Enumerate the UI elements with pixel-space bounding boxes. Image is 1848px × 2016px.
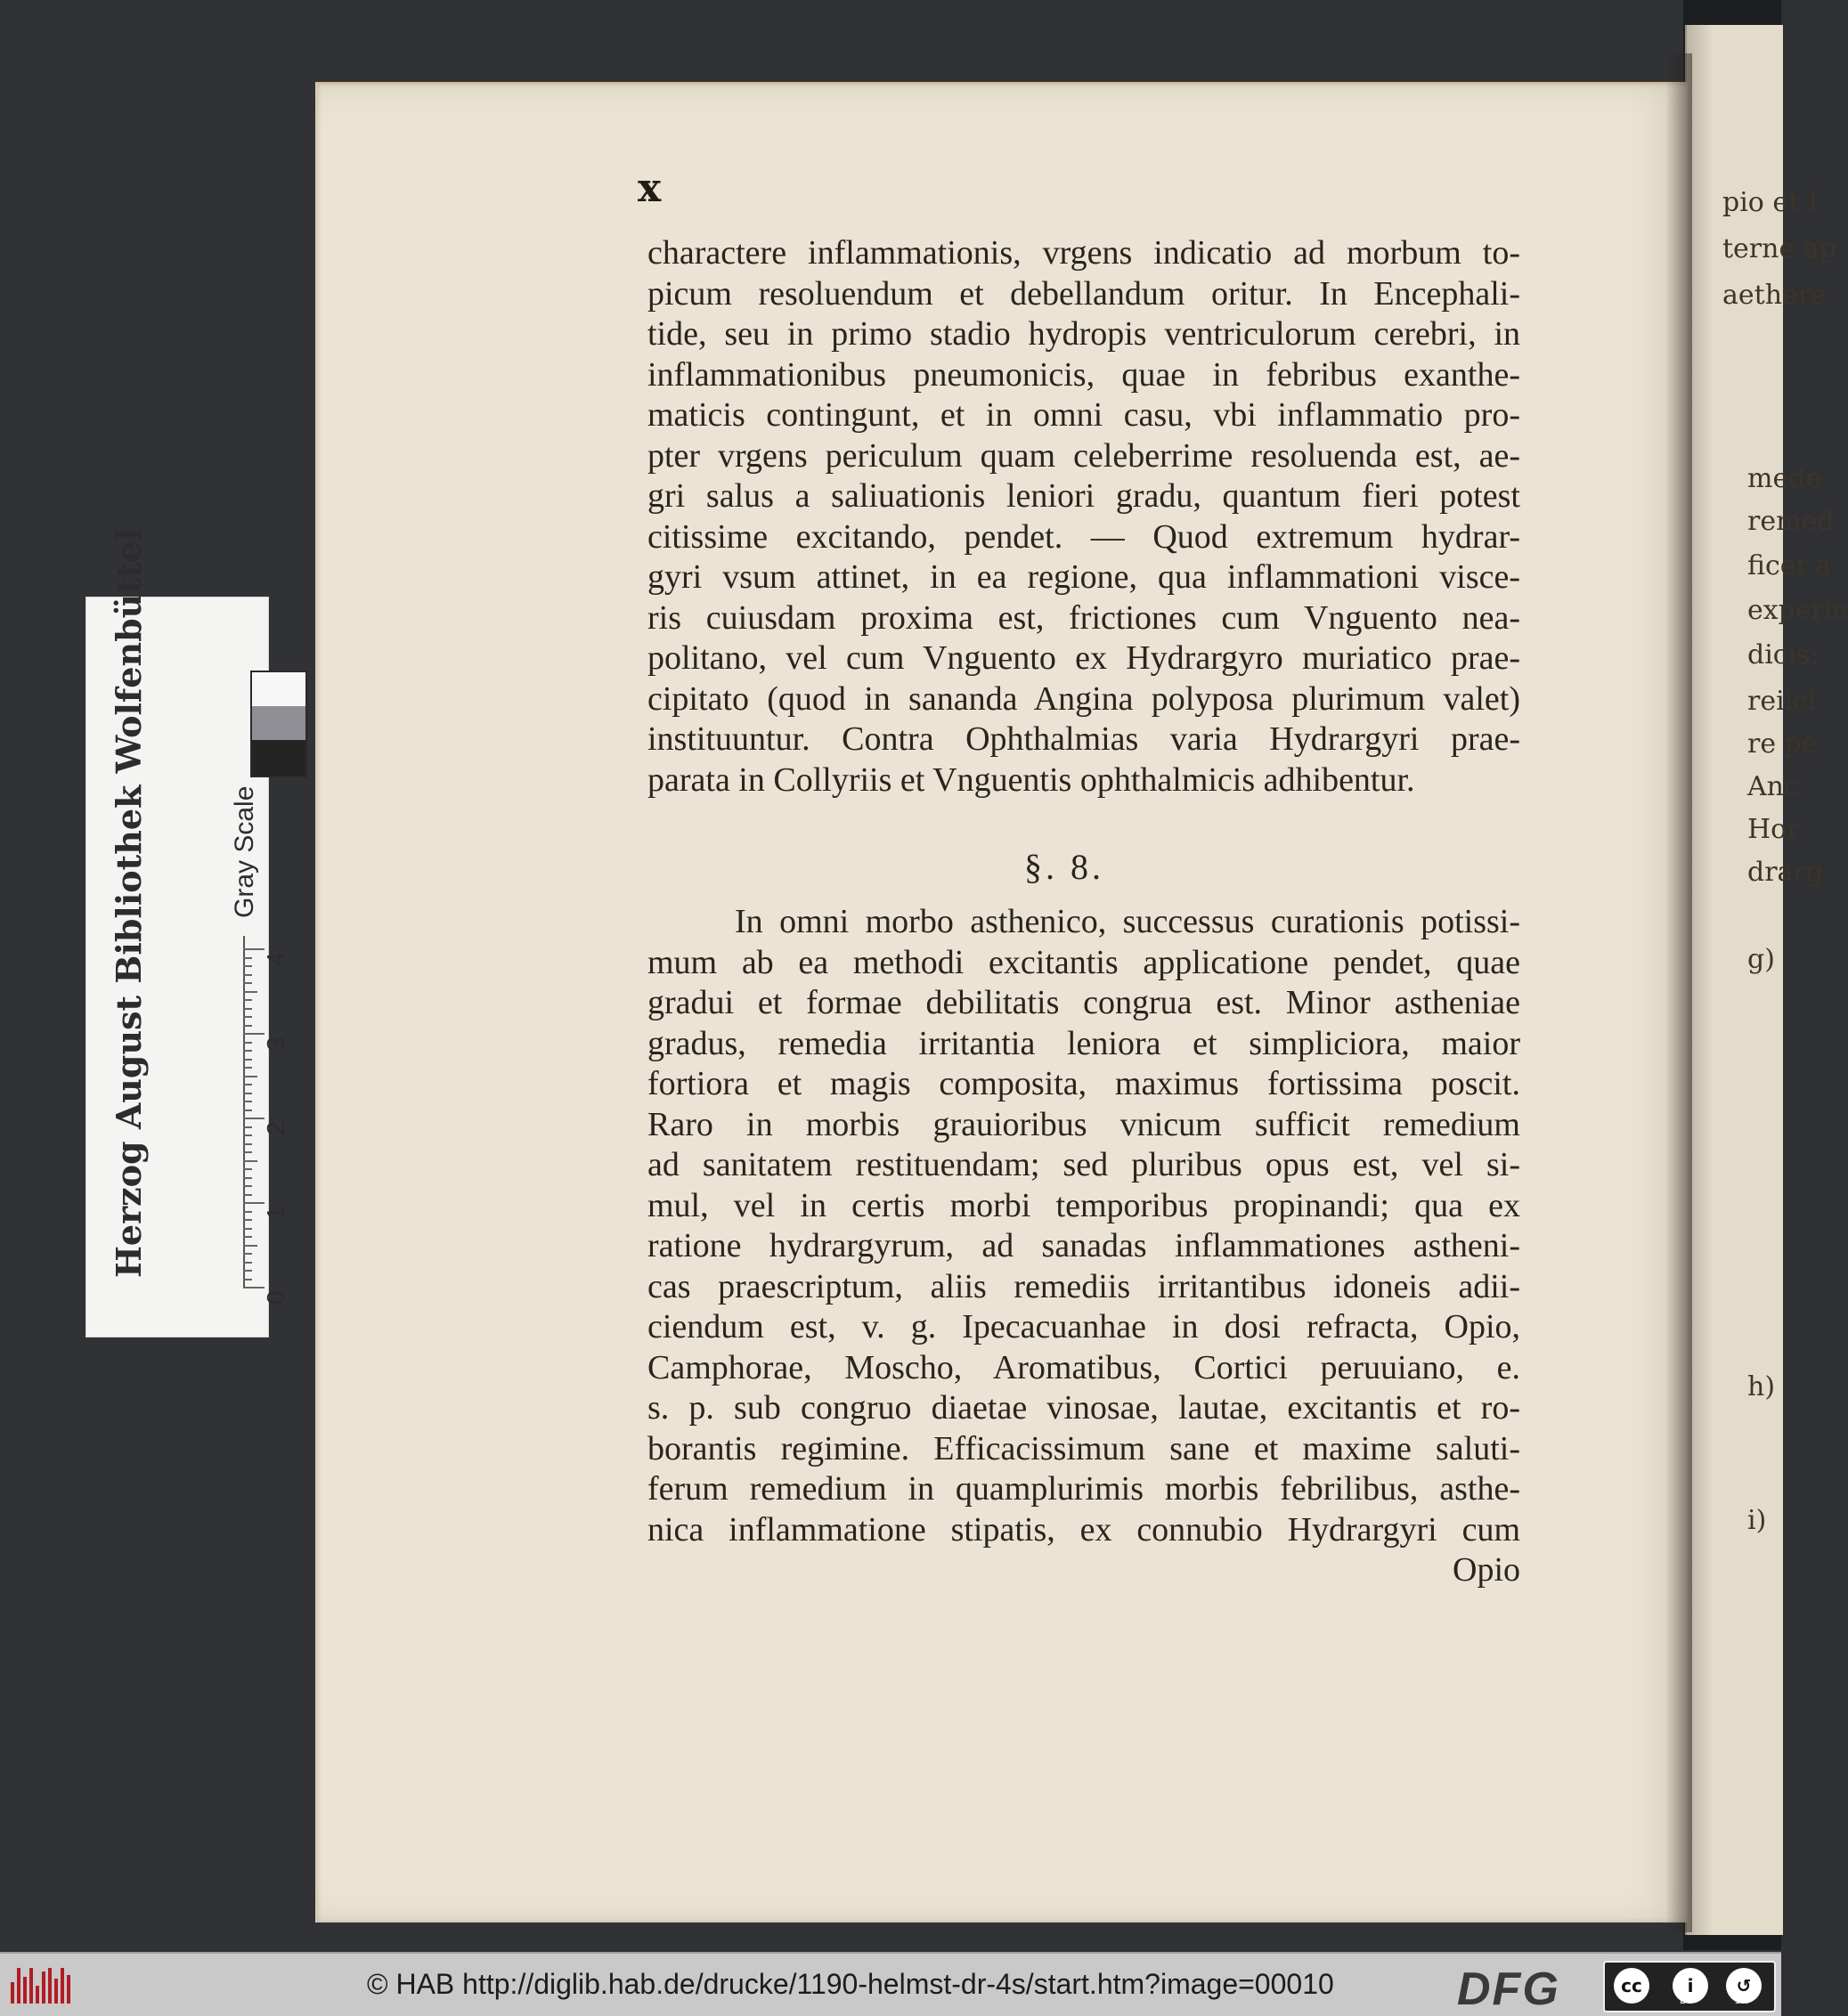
- ruler-tick: [243, 1059, 252, 1061]
- ruler-number: 2: [262, 1121, 289, 1135]
- sa-label: SA: [1735, 1995, 1748, 2006]
- ruler-tick: [243, 1160, 257, 1162]
- ruler-tick: [243, 1168, 252, 1170]
- text-line: tide, seu in primo stadio hydropis ventriculorum cerebri, in: [647, 315, 1520, 353]
- ruler-tick: [243, 1050, 252, 1052]
- ruler-tick: [243, 1262, 252, 1264]
- by-label: BY: [1680, 1995, 1692, 2006]
- ruler-number: 4: [262, 952, 289, 966]
- attribution-icon: i: [1673, 1968, 1708, 2004]
- centimeter-ruler: [243, 936, 291, 1305]
- facing-page-line: ficet a: [1747, 550, 1832, 581]
- text-line: politano, vel cum Vnguento ex Hydrargyro muriatico prae-: [647, 639, 1520, 677]
- ruler-tick: [243, 1270, 252, 1272]
- ruler-tick: [243, 1151, 252, 1153]
- ruler-tick: [243, 1143, 252, 1145]
- swatch-gray: [252, 706, 305, 740]
- barcode-bar: [17, 1968, 20, 2004]
- text-line: cipitato (quod in sananda Angina polyposa plurimum valet): [647, 679, 1520, 718]
- text-line: parata in Collyriis et Vnguentis ophthalmicis adhibentur.: [647, 760, 1415, 799]
- section-heading: §. 8.: [1024, 847, 1104, 887]
- catchword: Opio: [1453, 1551, 1520, 1589]
- text-line: ciendum est, v. g. Ipecacuanhae in dosi refracta, Opio,: [647, 1308, 1520, 1345]
- ruler-tick: [243, 1236, 252, 1238]
- ruler-tick: [243, 974, 252, 976]
- page-gutter: [1665, 53, 1692, 1932]
- text-line: ratione hydrargyrum, ad sanadas inflammationes astheni-: [647, 1227, 1520, 1264]
- library-name: Herzog August Bibliothek Wolfenbüttel: [109, 528, 149, 1278]
- ruler-tick: [243, 991, 257, 993]
- facing-page-line: terne ap: [1722, 233, 1836, 264]
- swatch-white: [252, 672, 305, 706]
- barcode-bar: [61, 1968, 64, 2004]
- text-line: cas praescriptum, aliis remediis irritantibus idoneis adii-: [647, 1267, 1520, 1305]
- facing-page: [1685, 25, 1848, 1935]
- ruler-tick: [243, 1067, 252, 1069]
- facing-page-line: Hor: [1747, 814, 1800, 845]
- footer-bar: [0, 1952, 1781, 2016]
- text-line: borantis regimine. Efficacissimum sane et maxime saluti-: [647, 1429, 1520, 1467]
- copyright-url[interactable]: © HAB http://diglib.hab.de/drucke/1190-helmst-dr-4s/start.htm?image=00010: [367, 1968, 1334, 2000]
- facing-page-line: g): [1747, 944, 1775, 975]
- barcode-bar: [29, 1968, 33, 2004]
- paragraph-1: [647, 233, 1520, 801]
- ruler-tick: [243, 999, 252, 1001]
- share-alike-icon: ↺: [1726, 1968, 1762, 2004]
- text-line: charactere inflammationis, vrgens indicatio ad morbum to-: [647, 234, 1520, 272]
- facing-page-line: aethere: [1722, 280, 1827, 311]
- text-line: picum resoluendum et debellandum oritur. In Encephali-: [647, 274, 1520, 313]
- text-line: s. p. sub congruo diaetae vinosae, lautae, excitantis et ro-: [647, 1389, 1520, 1427]
- ruler-tick: [243, 1219, 252, 1221]
- ruler-tick: [243, 1211, 252, 1213]
- text-line: inflammationibus pneumonicis, quae in febribus exanthe-: [647, 355, 1520, 394]
- barcode-bar: [67, 1975, 70, 2004]
- text-line: Camphorae, Moscho, Aromatibus, Cortici peruuiano, e.: [647, 1348, 1520, 1386]
- barcode-bar: [42, 1971, 45, 2004]
- gray-scale-swatches: [250, 671, 307, 777]
- ruler-tick: [243, 1194, 252, 1196]
- text-line: Raro in morbis grauioribus vnicum sufficit remedium: [647, 1105, 1520, 1143]
- facing-page-line: experie: [1747, 595, 1848, 626]
- ruler-tick: [243, 1016, 252, 1018]
- barcode-bar: [23, 1977, 27, 2004]
- text-line: mul, vel in certis morbi temporibus propinandi; qua ex: [647, 1186, 1520, 1224]
- barcode-bar: [11, 1982, 14, 2004]
- text-line: ris cuiusdam proxima est, frictiones cum Vnguento nea-: [647, 598, 1520, 637]
- text-line: ad sanitatem restituendam; sed pluribus opus est, vel si-: [647, 1146, 1520, 1183]
- ruler-tick: [243, 1093, 252, 1094]
- facing-page-line: re pe: [1747, 728, 1818, 760]
- swatch-black: [252, 740, 305, 776]
- facing-page-line: remed: [1747, 506, 1835, 537]
- facing-page-line: dicis;: [1747, 639, 1820, 671]
- barcode-bar: [54, 1979, 58, 2004]
- paragraph-2: [647, 902, 1520, 1591]
- text-line: gradui et formae debilitatis congrua est. Minor astheniae: [647, 984, 1520, 1021]
- facing-page-line: Anc: [1747, 771, 1799, 802]
- ruler-tick: [243, 965, 252, 967]
- facing-page-line: i): [1747, 1505, 1767, 1536]
- ruler-tick: [243, 1042, 252, 1044]
- text-line: instituuntur. Contra Ophthalmias varia Hydrargyri prae-: [647, 720, 1520, 758]
- facing-page-line: reiici: [1747, 686, 1817, 717]
- ruler-number: 3: [262, 1036, 289, 1051]
- facing-page-line: mede: [1747, 463, 1822, 494]
- cc-license-badge[interactable]: [1603, 1961, 1776, 2012]
- ruler-tick: [243, 1025, 252, 1027]
- ruler-tick: [243, 1185, 252, 1187]
- ruler-tick: [243, 1008, 252, 1010]
- ruler-tick: [243, 1101, 252, 1102]
- ruler-tick: [243, 1253, 252, 1255]
- ruler-tick: [243, 1177, 252, 1179]
- ruler-baseline: [243, 936, 245, 1287]
- gray-scale-label: Gray Scale: [230, 785, 259, 918]
- ruler-number: 1: [262, 1206, 289, 1220]
- text-line: gri salus a saliuationis leniori gradu, quantum fieri potest: [647, 477, 1520, 515]
- facing-page-line: drarg: [1747, 857, 1823, 888]
- ruler-tick: [243, 1228, 252, 1230]
- hab-barcode-logo: [11, 1968, 75, 2004]
- text-line: citissime excitando, pendet. — Quod extremum hydrar-: [647, 517, 1520, 556]
- text-line: ferum remedium in quamplurimis morbis febrilibus, asthe-: [647, 1470, 1520, 1508]
- ruler-tick: [243, 982, 252, 984]
- page-number: x: [638, 166, 662, 211]
- barcode-bar: [48, 1968, 52, 2004]
- color-calibration-card: [85, 528, 289, 1337]
- text-line: gradus, remedia irritantia leniora et simpliciora, maior: [647, 1024, 1520, 1062]
- text-line: gyri vsum attinet, in ea regione, qua inflammationi visce-: [647, 558, 1520, 596]
- text-line: pter vrgens periculum quam celeberrime resoluenda est, ae-: [647, 436, 1520, 475]
- facing-page-line: h): [1747, 1371, 1776, 1402]
- ruler-tick: [243, 1134, 252, 1136]
- dfg-logo[interactable]: DFG: [1457, 1963, 1560, 2015]
- text-line: mum ab ea methodi excitantis applicatione pendet, quae: [647, 943, 1520, 981]
- ruler-tick: [243, 1084, 252, 1085]
- ruler-tick: [243, 1245, 257, 1247]
- facing-page-line: pio et I: [1722, 187, 1819, 218]
- ruler-tick: [243, 1279, 252, 1280]
- text-line: In omni morbo asthenico, successus curationis potissi-: [735, 903, 1520, 940]
- ruler-tick: [243, 1126, 252, 1128]
- ruler-tick: [243, 1076, 257, 1077]
- ruler-number: 0: [262, 1290, 289, 1305]
- ruler-tick: [243, 957, 252, 959]
- barcode-bar: [36, 1986, 39, 2004]
- text-line: nica inflammatione stipatis, ex connubio Hydrargyri cum: [647, 1510, 1520, 1549]
- ruler-tick: [243, 1110, 252, 1111]
- cc-icon: cc: [1614, 1968, 1649, 2004]
- text-line: fortiora et magis composita, maximus fortissima poscit.: [647, 1065, 1520, 1102]
- text-line: maticis contingunt, et in omni casu, vbi inflammatio pro-: [647, 396, 1520, 434]
